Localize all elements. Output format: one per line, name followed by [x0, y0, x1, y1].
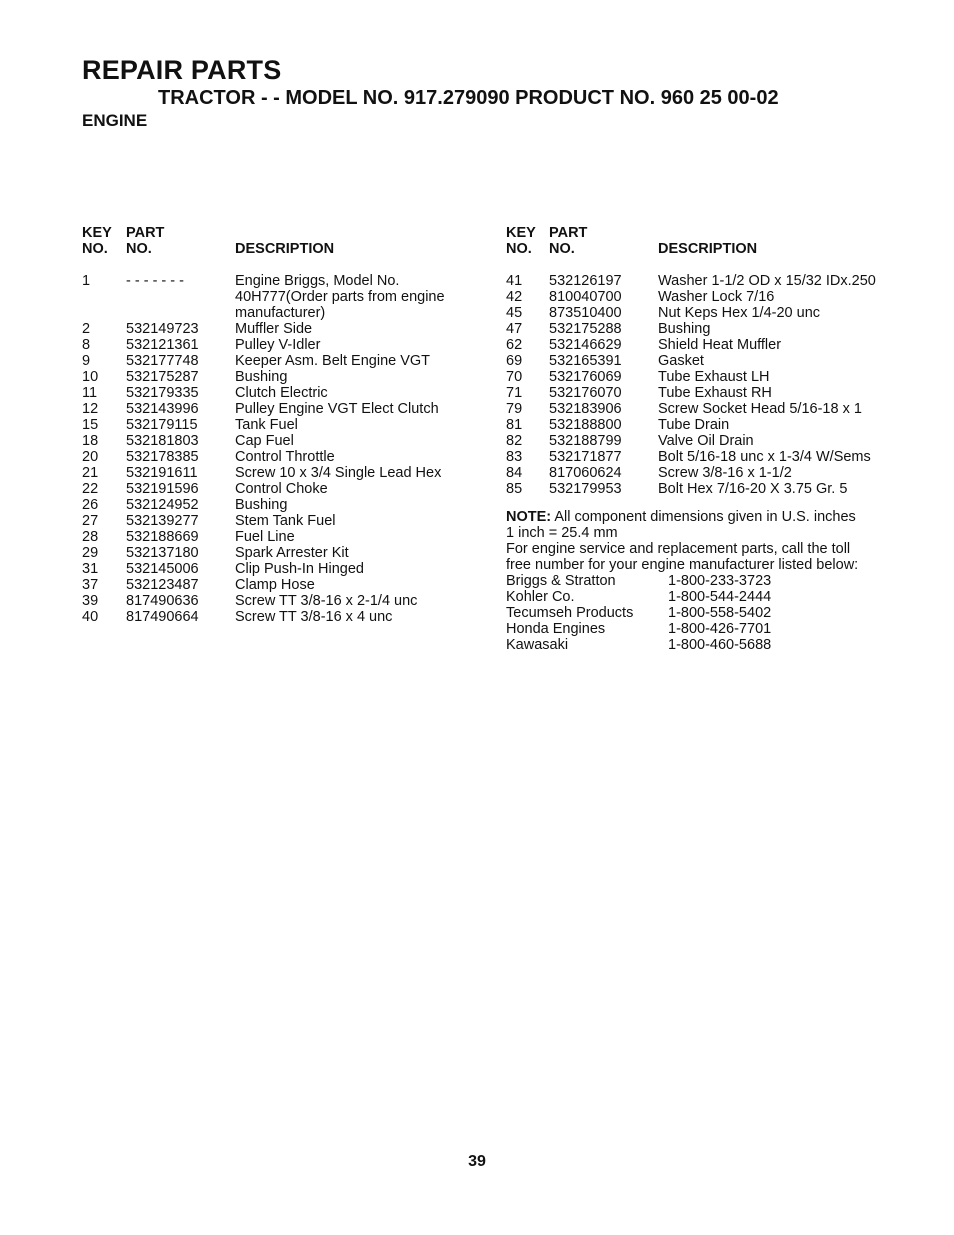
table-row: [82, 513, 482, 529]
contact-row: [506, 605, 906, 621]
key-no: 11: [82, 385, 98, 401]
service-line: free number for your engine manufacturer listed below:: [506, 557, 859, 573]
part-no: 817060624: [549, 465, 622, 481]
table-row: [82, 545, 482, 561]
part-no: 532191611: [126, 465, 198, 481]
column-header: [82, 225, 482, 273]
part-no: 817490664: [126, 609, 199, 625]
part-no: - - - - - - -: [126, 273, 184, 289]
part-description: Screw 3/8-16 x 1-1/2: [658, 465, 792, 481]
key-no: 62: [506, 337, 523, 353]
key-no: 83: [506, 449, 523, 465]
key-no: 84: [506, 465, 523, 481]
part-no: 532121361: [126, 337, 199, 353]
part-description: Engine Briggs, Model No. 40H777(Order parts from engine manufacturer): [235, 273, 445, 321]
part-description: Tube Exhaust LH: [658, 369, 770, 385]
table-row: [82, 401, 482, 417]
table-row: [82, 593, 482, 609]
table-row: [82, 497, 482, 513]
phone-number: 1-800-558-5402: [668, 605, 772, 621]
phone-number: 1-800-460-5688: [668, 637, 772, 653]
part-no: 532179115: [126, 417, 198, 433]
key-no: 42: [506, 289, 523, 305]
part-description: Fuel Line: [235, 529, 295, 545]
part-no: 532176070: [549, 385, 622, 401]
key-no: 8: [82, 337, 91, 353]
table-row: [506, 321, 906, 337]
note-line: [506, 509, 906, 525]
manufacturer-contacts: [506, 573, 906, 653]
key-header: KEY: [506, 225, 536, 241]
part-no: 532137180: [126, 545, 199, 561]
key-no: 28: [82, 529, 99, 545]
part-no: 532183906: [549, 401, 622, 417]
part-no: 532126197: [549, 273, 622, 289]
part-description: Cap Fuel: [235, 433, 294, 449]
page-number: 39: [468, 1153, 486, 1170]
table-row: [82, 433, 482, 449]
key-no: 81: [506, 417, 523, 433]
table-row: [82, 577, 482, 593]
key-no: 9: [82, 353, 91, 369]
table-row: [506, 449, 906, 465]
table-row: [506, 353, 906, 369]
contact-row: [506, 589, 906, 605]
part-description: Washer 1-1/2 OD x 15/32 IDx.250: [658, 273, 876, 289]
key-no: 31: [82, 561, 99, 577]
part-header-no: NO.: [549, 241, 575, 257]
key-no: 82: [506, 433, 523, 449]
conversion-line: 1 inch = 25.4 mm: [506, 525, 618, 541]
part-no: 532188799: [549, 433, 622, 449]
part-no: 532146629: [549, 337, 622, 353]
part-description: Bushing: [235, 369, 288, 385]
part-description: Clip Push-In Hinged: [235, 561, 364, 577]
service-line: For engine service and replacement parts, call the toll: [506, 541, 851, 557]
part-description: Spark Arrester Kit: [235, 545, 349, 561]
key-no: 41: [506, 273, 523, 289]
key-no: 20: [82, 449, 99, 465]
part-no: 532191596: [126, 481, 199, 497]
part-no: 532149723: [126, 321, 199, 337]
part-description: Bolt Hex 7/16-20 X 3.75 Gr. 5: [658, 481, 848, 497]
key-no: 45: [506, 305, 523, 321]
phone-number: 1-800-233-3723: [668, 573, 772, 589]
contact-row: [506, 637, 906, 653]
key-no: 79: [506, 401, 523, 417]
part-no: 532188669: [126, 529, 199, 545]
page-title: REPAIR PARTS: [82, 55, 282, 85]
key-no: 29: [82, 545, 99, 561]
table-row: [82, 321, 482, 337]
notes-block: [506, 509, 906, 653]
key-no: 40: [82, 609, 99, 625]
part-header-no: NO.: [126, 241, 152, 257]
table-row: [506, 289, 906, 305]
parts-list-right: [506, 225, 906, 653]
contact-row: [506, 573, 906, 589]
part-description: Bolt 5/16-18 unc x 1-3/4 W/Sems: [658, 449, 871, 465]
key-no: 1: [82, 273, 91, 289]
part-description: Bushing: [658, 321, 711, 337]
part-description: Pulley Engine VGT Elect Clutch: [235, 401, 439, 417]
table-row: [506, 369, 906, 385]
part-header: PART: [126, 225, 165, 241]
key-no: 70: [506, 369, 523, 385]
description-header: DESCRIPTION: [235, 241, 335, 257]
key-no: 26: [82, 497, 99, 513]
part-no: 532178385: [126, 449, 199, 465]
manufacturer-name: Briggs & Stratton: [506, 573, 616, 589]
table-row: [82, 353, 482, 369]
part-no: 532175287: [126, 369, 199, 385]
part-description: Muffler Side: [235, 321, 313, 337]
part-no: 532179953: [549, 481, 622, 497]
part-no: 873510400: [549, 305, 622, 321]
part-no: 532176069: [549, 369, 622, 385]
key-no: 71: [506, 385, 523, 401]
table-row: [506, 273, 906, 289]
table-row: [82, 417, 482, 433]
key-header-no: NO.: [82, 241, 108, 257]
key-no: 18: [82, 433, 99, 449]
part-no: 532179335: [126, 385, 199, 401]
model-subtitle: TRACTOR - - MODEL NO. 917.279090 PRODUCT NO. 960 25 00-02: [158, 87, 779, 109]
phone-number: 1-800-426-7701: [668, 621, 772, 637]
part-no: 532123487: [126, 577, 199, 593]
key-no: 22: [82, 481, 99, 497]
part-description: Tube Exhaust RH: [658, 385, 772, 401]
part-description: Screw TT 3/8-16 x 2-1/4 unc: [235, 593, 418, 609]
table-row: [506, 305, 906, 321]
table-row: [82, 609, 482, 625]
note-text: All component dimensions given in U.S. inches: [551, 509, 856, 525]
parts-rows: [82, 273, 482, 625]
manufacturer-name: Kawasaki: [506, 637, 569, 653]
part-no: 810040700: [549, 289, 622, 305]
table-row: [506, 401, 906, 417]
contact-row: [506, 621, 906, 637]
key-no: 27: [82, 513, 99, 529]
part-description: Control Choke: [235, 481, 328, 497]
part-no: 532177748: [126, 353, 199, 369]
key-no: 10: [82, 369, 99, 385]
parts-rows: [506, 273, 906, 497]
table-row: [82, 273, 482, 321]
manufacturer-name: Tecumseh Products: [506, 605, 634, 621]
table-row: [82, 465, 482, 481]
part-no: 532175288: [549, 321, 622, 337]
part-description: Valve Oil Drain: [658, 433, 754, 449]
part-no: 532165391: [549, 353, 622, 369]
table-row: [506, 417, 906, 433]
part-no: 532139277: [126, 513, 199, 529]
table-row: [82, 449, 482, 465]
key-no: 37: [82, 577, 99, 593]
part-description: Control Throttle: [235, 449, 335, 465]
key-no: 12: [82, 401, 99, 417]
part-no: 532124952: [126, 497, 199, 513]
part-no: 817490636: [126, 593, 199, 609]
table-row: [82, 385, 482, 401]
table-row: [82, 561, 482, 577]
key-no: 69: [506, 353, 523, 369]
key-header: KEY: [82, 225, 112, 241]
part-no: 532188800: [549, 417, 622, 433]
part-description: Stem Tank Fuel: [235, 513, 336, 529]
table-row: [82, 369, 482, 385]
phone-number: 1-800-544-2444: [668, 589, 772, 605]
part-description: Pulley V-Idler: [235, 337, 321, 353]
part-no: 532181803: [126, 433, 199, 449]
part-description: Clutch Electric: [235, 385, 328, 401]
part-no: 532171877: [549, 449, 622, 465]
key-no: 21: [82, 465, 99, 481]
key-no: 85: [506, 481, 523, 497]
part-no: 532145006: [126, 561, 199, 577]
part-description: Screw TT 3/8-16 x 4 unc: [235, 609, 393, 625]
table-row: [82, 337, 482, 353]
part-description: Bushing: [235, 497, 288, 513]
key-no: 2: [82, 321, 91, 337]
table-row: [506, 337, 906, 353]
key-header-no: NO.: [506, 241, 532, 257]
table-row: [506, 385, 906, 401]
description-header: DESCRIPTION: [658, 241, 758, 257]
part-description: Nut Keps Hex 1/4-20 unc: [658, 305, 821, 321]
part-no: 532143996: [126, 401, 199, 417]
part-description: Tube Drain: [658, 417, 730, 433]
table-row: [506, 433, 906, 449]
column-header: [506, 225, 906, 273]
part-header: PART: [549, 225, 588, 241]
table-row: [82, 481, 482, 497]
key-no: 39: [82, 593, 99, 609]
part-description: Screw 10 x 3/4 Single Lead Hex: [235, 465, 442, 481]
part-description: Keeper Asm. Belt Engine VGT: [235, 353, 431, 369]
part-description: Clamp Hose: [235, 577, 315, 593]
note-label: NOTE:: [506, 509, 552, 525]
key-no: 47: [506, 321, 523, 337]
manufacturer-name: Kohler Co.: [506, 589, 575, 605]
parts-list-left: [82, 225, 482, 625]
part-description: Gasket: [658, 353, 704, 369]
table-row: [506, 481, 906, 497]
table-row: [506, 465, 906, 481]
key-no: 15: [82, 417, 99, 433]
section-title: ENGINE: [82, 111, 148, 130]
part-description: Tank Fuel: [235, 417, 298, 433]
part-description: Shield Heat Muffler: [658, 337, 782, 353]
part-description: Washer Lock 7/16: [658, 289, 775, 305]
part-description: Screw Socket Head 5/16-18 x 1: [658, 401, 862, 417]
table-row: [82, 529, 482, 545]
manufacturer-name: Honda Engines: [506, 621, 606, 637]
